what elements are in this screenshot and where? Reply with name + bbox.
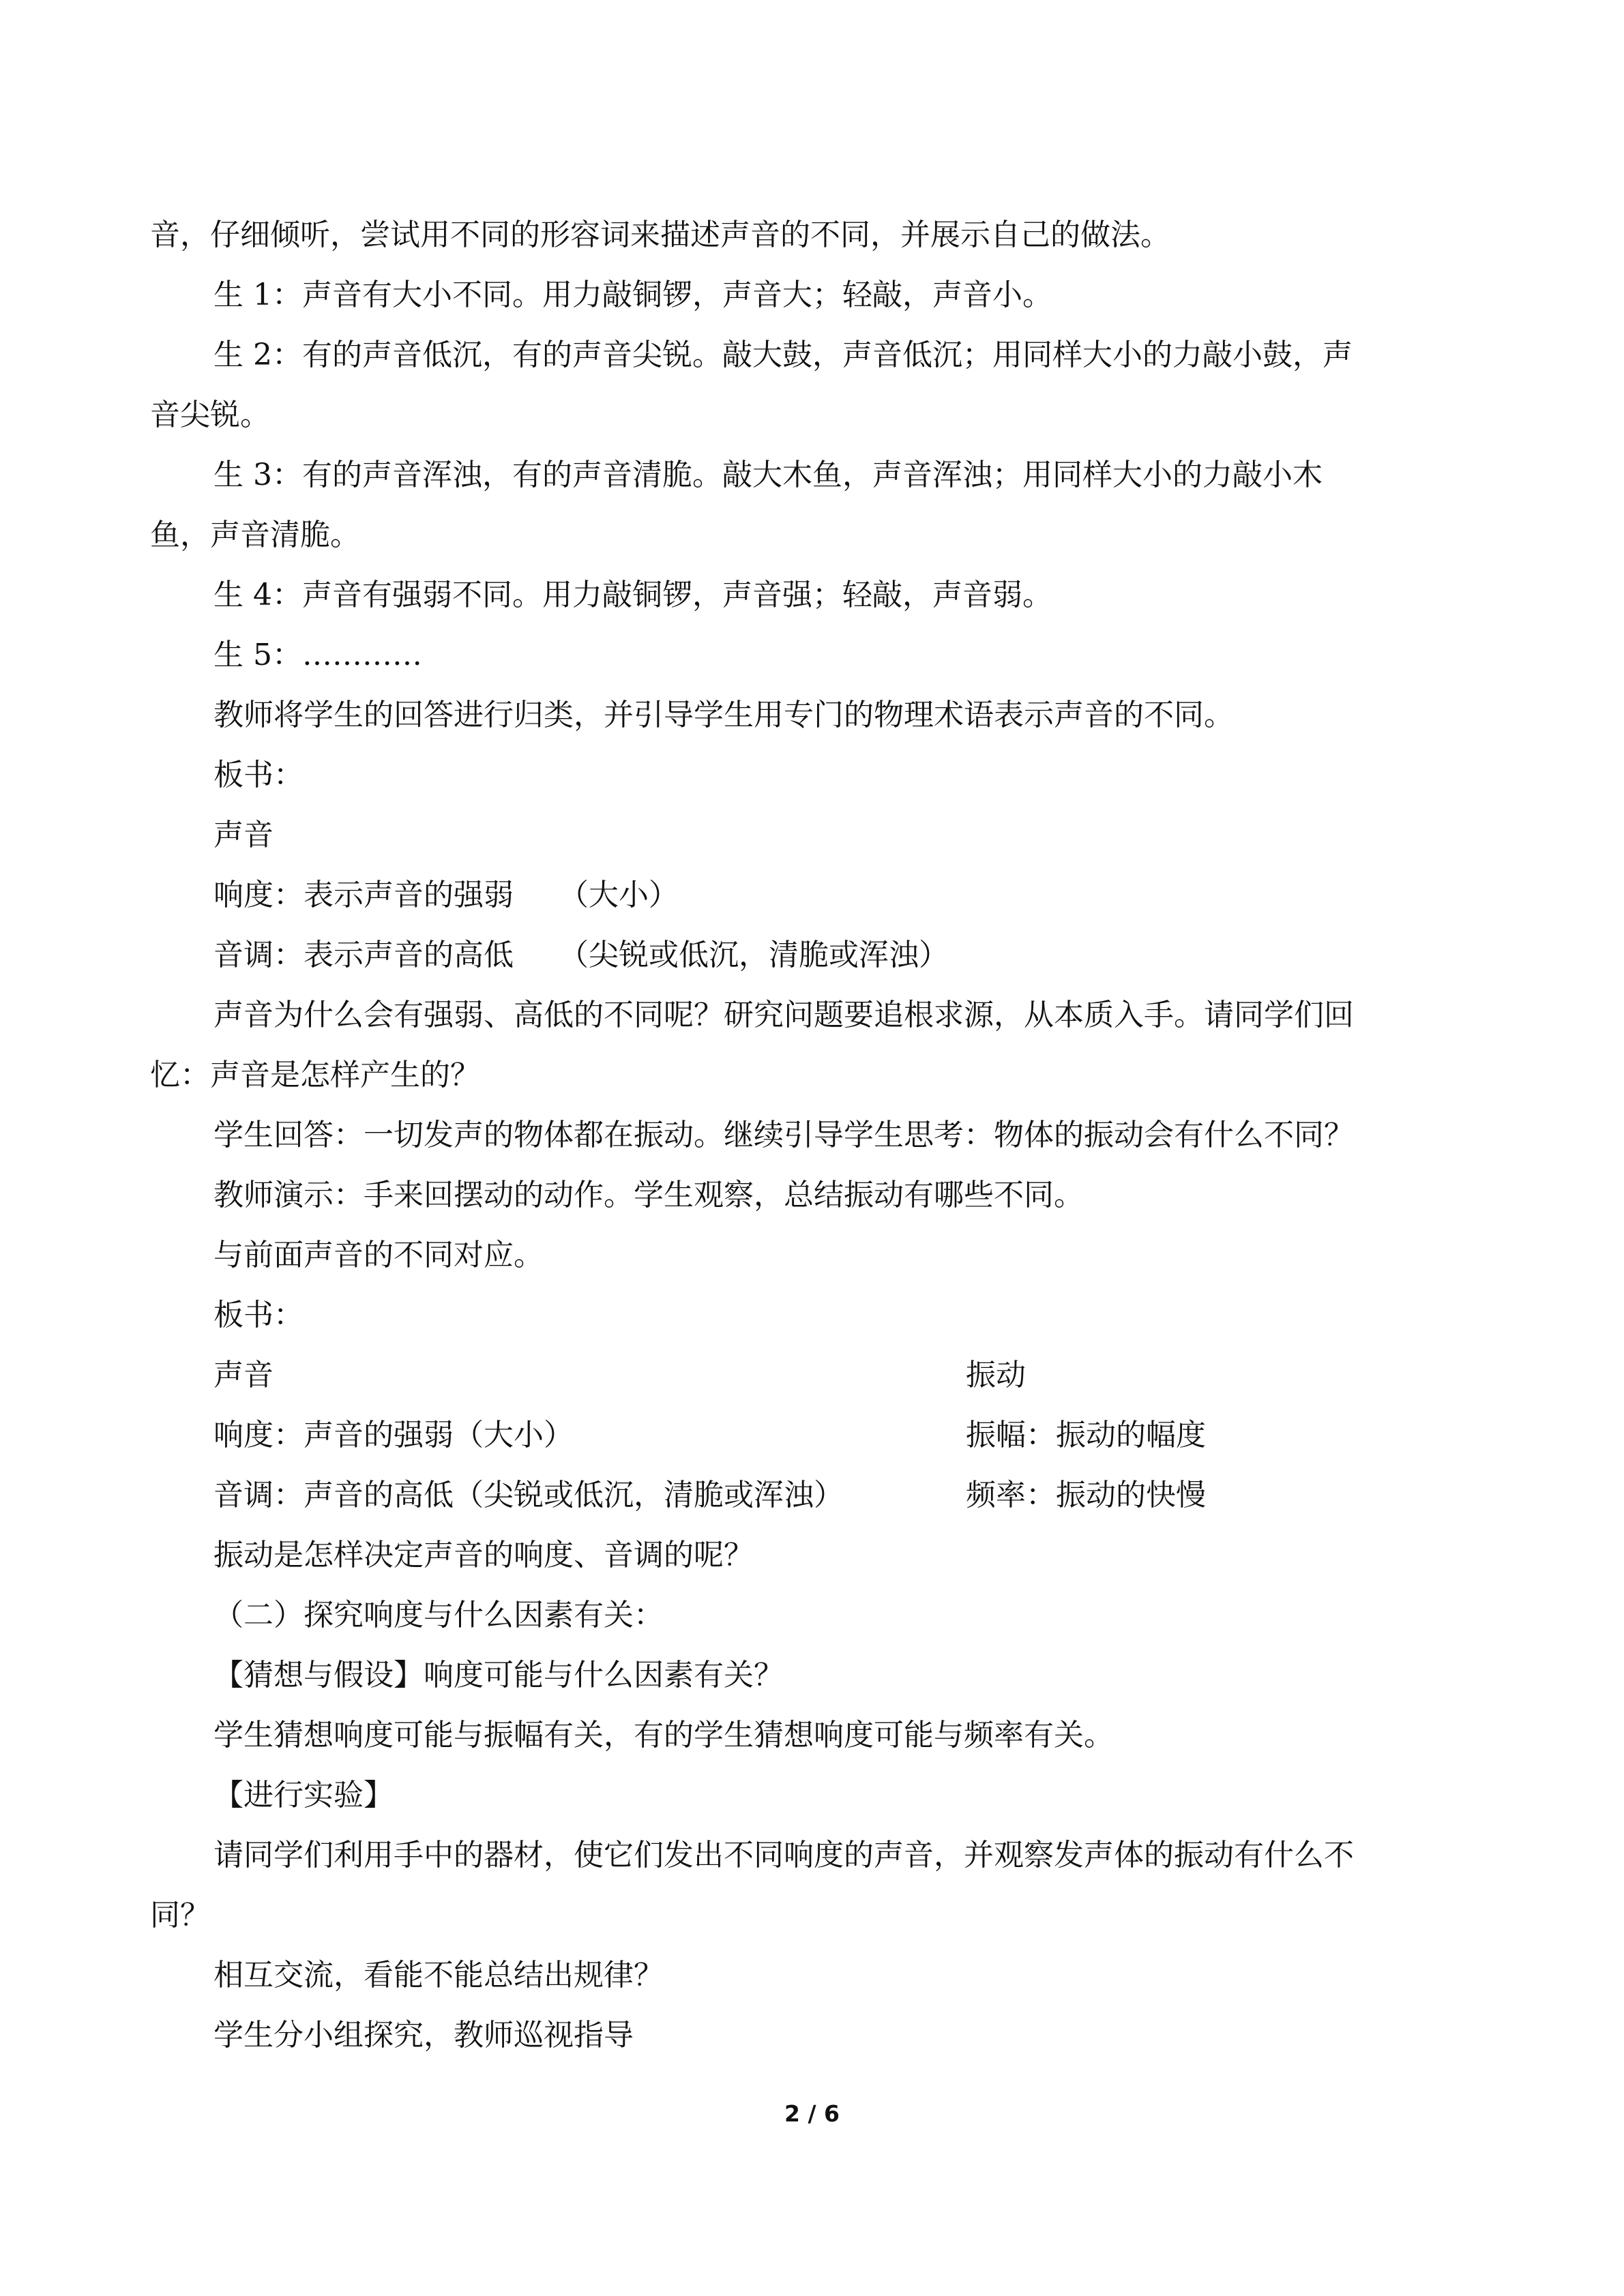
- text-line: 声音为什么会有强弱、高低的不同呢？研究问题要追根求源，从本质入手。请同学们回: [213, 998, 1354, 1032]
- text-line: 响度：表示声音的强弱 （大小）: [213, 878, 679, 912]
- column2-line: 振动: [966, 1358, 1026, 1392]
- text-line: 学生回答：一切发声的物体都在振动。继续引导学生思考：物体的振动会有什么不同？: [213, 1118, 1354, 1152]
- text-line: 振动是怎样决定声音的响度、音调的呢？: [213, 1538, 754, 1572]
- text-line: 教师演示：手来回摆动的动作。学生观察，总结振动有哪些不同。: [213, 1178, 1084, 1212]
- text-line: 音，仔细倾听，尝试用不同的形容词来描述声音的不同，并展示自己的做法。: [150, 218, 1170, 252]
- text-line: 生 5：…………: [213, 638, 422, 672]
- text-line: 音调：声音的高低（尖锐或低沉，清脆或浑浊）: [213, 1478, 844, 1512]
- column2-line: 振幅：振动的幅度: [966, 1418, 1206, 1452]
- text-line: 生 1：声音有大小不同。用力敲铜锣，声音大；轻敲，声音小。: [213, 278, 1052, 312]
- text-line: 生 4：声音有强弱不同。用力敲铜锣，声音强；轻敲，声音弱。: [213, 578, 1052, 612]
- text-line: 鱼，声音清脆。: [150, 518, 360, 552]
- text-line: 板书：: [213, 1298, 304, 1332]
- text-line: （二）探究响度与什么因素有关：: [213, 1598, 664, 1632]
- text-line: 请同学们利用手中的器材，使它们发出不同响度的声音，并观察发声体的振动有什么不: [213, 1838, 1354, 1873]
- page-number: 2 / 6: [784, 2100, 840, 2127]
- text-line: 板书：: [213, 758, 304, 792]
- text-line: 学生分小组探究，教师巡视指导: [213, 2018, 634, 2053]
- text-line: 同？: [150, 1898, 210, 1933]
- text-line: 响度：声音的强弱（大小）: [213, 1418, 574, 1452]
- text-line: 音尖锐。: [150, 398, 270, 432]
- column2-line: 频率：振动的快慢: [966, 1478, 1206, 1512]
- text-line: 相互交流，看能不能总结出规律？: [213, 1958, 664, 1993]
- text-line: 生 2：有的声音低沉，有的声音尖锐。敲大鼓，声音低沉；用同样大小的力敲小鼓，声: [213, 338, 1353, 372]
- text-line: 生 3：有的声音浑浊，有的声音清脆。敲大木鱼，声音浑浊；用同样大小的力敲小木: [213, 458, 1323, 492]
- text-line: 声音: [213, 1358, 274, 1392]
- text-line: 【猜想与假设】响度可能与什么因素有关？: [213, 1658, 784, 1693]
- text-line: 【进行实验】: [213, 1778, 394, 1813]
- text-line: 与前面声音的不同对应。: [213, 1238, 544, 1272]
- text-line: 学生猜想响度可能与振幅有关，有的学生猜想响度可能与频率有关。: [213, 1718, 1114, 1753]
- text-line: 忆：声音是怎样产生的？: [150, 1058, 480, 1092]
- text-line: 教师将学生的回答进行归类，并引导学生用专门的物理术语表示声音的不同。: [213, 698, 1234, 732]
- text-line: 声音: [213, 818, 274, 852]
- text-line: 音调：表示声音的高低 （尖锐或低沉，清脆或浑浊）: [213, 938, 949, 972]
